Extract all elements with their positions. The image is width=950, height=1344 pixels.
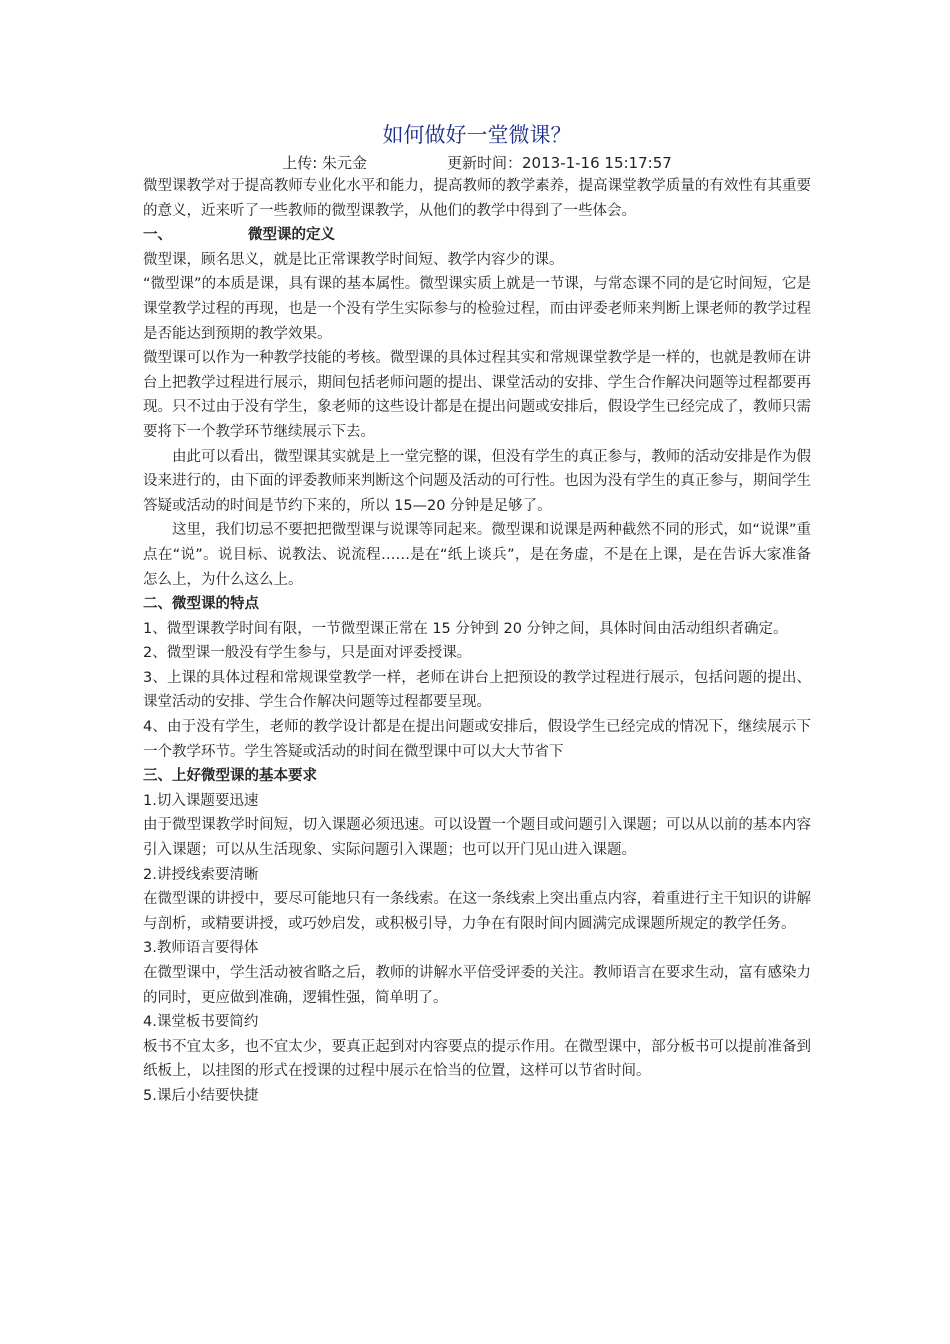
section1-heading [143,223,811,248]
requirement-3-title: 3.教师语言要得体 [143,940,259,957]
section2-item-1: 1、微型课教学时间有限，一节微型课正常在 15 分钟到 20 分钟之间，具体时间由活动组织者确定。 [143,620,788,637]
section1-paragraph-5: 这里，我们切忌不要把把微型课与说课等同起来。微型课和说课是两种截然不同的形式，如“说课”重点在“说”。说目标、说教法、说流程……是在“纸上谈兵”，是在务虚，不是在上课，是在告诉大家准备怎么上，为什么这么上。 [143,522,811,588]
requirement-2-title: 2.讲授线索要清晰 [143,866,259,883]
section3-heading: 三、上好微型课的基本要求 [143,768,317,785]
intro-paragraph: 微型课教学对于提高教师专业化水平和能力，提高教师的教学素养，提高课堂教学质量的有效性有其重要的意义，近来听了一些教师的微型课教学，从他们的教学中得到了一些体会。 [143,178,811,219]
requirement-3-text: 在微型课中，学生活动被省略之后，教师的讲解水平倍受评委的关注。教师语言在要求生动，富有感染力的同时，更应做到准确，逻辑性强，简单明了。 [143,965,811,1006]
requirement-4-text: 板书不宜太多，也不宜太少，要真正起到对内容要点的提示作用。在微型课中，部分板书可以提前准备到纸板上，以挂图的形式在授课的过程中展示在恰当的位置，这样可以节省时间。 [143,1038,811,1080]
section2-heading: 二、微型课的特点 [143,596,259,613]
requirement-4-title: 4.课堂板书要简约 [143,1014,259,1031]
section1-number: 一、 [143,227,172,244]
requirement-2-text: 在微型课的讲授中，要尽可能地只有一条线索。在这一条线索上突出重点内容，着重进行主干知识的讲解与剖析，或精要讲授，或巧妙启发，或积极引导，力争在有限时间内圆满完成课题所规定的教学任务。 [143,891,811,932]
page-title: 如何做好一堂微课？ [382,123,572,147]
requirement-5-title: 5.课后小结要快捷 [143,1087,259,1104]
section2-item-3: 3、上课的具体过程和常规课堂教学一样，老师在讲台上把预设的教学过程进行展示，包括问题的提出、课堂活动的安排、学生合作解决问题等过程都要呈现。 [143,669,811,711]
section1-paragraph-3: 微型课可以作为一种教学技能的考核。微型课的具体过程其实和常规课堂教学是一样的，也就是教师在讲台上把教学过程进行展示，期间包括老师问题的提出、课堂活动的安排、学生合作解决问题等过程都要再现。只不过由于没有学生，象老师的这些设计都是在提出问题或安排后，假设学生已经完成了，教师只需要将下一个教学环节继续展示下去。 [143,350,811,440]
document-content [143,118,811,1109]
uploader-label: 上传: 朱元金 [282,154,368,172]
section1-paragraph-2: “微型课”的本质是课，具有课的基本属性。微型课实质上就是一节课，与常态课不同的是它时间短，它是课堂教学过程的再现，也是一个没有学生实际参与的检验过程，而由评委老师来判断上课老师的教学过程是否能达到预期的教学效果。 [143,276,811,342]
requirement-1-title: 1.切入课题要迅速 [143,792,259,809]
requirement-1-text: 由于微型课教学时间短，切入课题必须迅速。可以设置一个题目或问题引入课题；可以从以前的基本内容引入课题；可以从生活现象、实际问题引入课题；也可以开门见山进入课题。 [143,817,811,859]
section1-paragraph-4: 由此可以看出，微型课其实就是上一堂完整的课，但没有学生的真正参与，教师的活动安排是作为假设来进行的，由下面的评委教师来判断这个问题及活动的可行性。也因为没有学生的真正参与，期间学生答疑或活动的时间是节约下来的，所以 15—20 分钟是足够了。 [143,448,811,514]
section1-paragraph-1: 微型课，顾名思义，就是比正常课教学时间短、教学内容少的课。 [143,251,564,268]
section2-item-4: 4、由于没有学生，老师的教学设计都是在提出问题或安排后，假设学生已经完成的情况下，继续展示下一个教学环节。学生答疑或活动的时间在微型课中可以大大节省下 [143,719,811,760]
section1-title: 微型课的定义 [248,227,335,244]
section2-item-2: 2、微型课一般没有学生参与，只是面对评委授课。 [143,645,472,662]
article-meta [143,152,811,174]
updated-time: 更新时间：2013-1-16 15:17:57 [447,154,672,172]
